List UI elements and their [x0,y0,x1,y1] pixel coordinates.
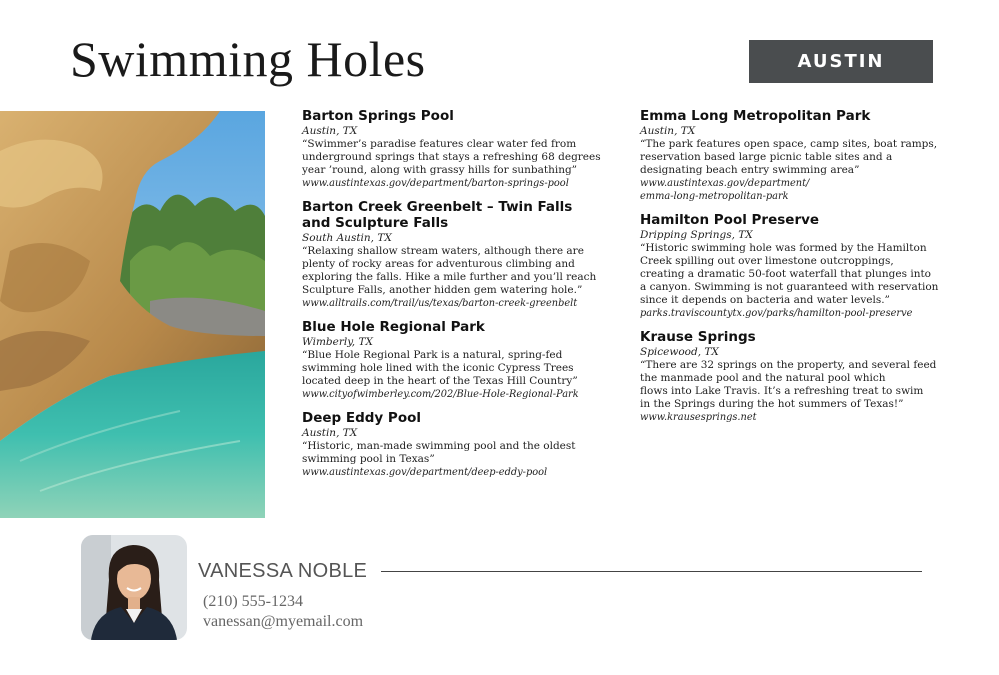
entry-location: Austin, TX [640,125,696,137]
entry-description: “Blue Hole Regional Park is a natural, spring-fed swimming hole lined with the iconic Cypress Trees located deep in the heart of the Texas Hill Country” [302,349,578,387]
page-title: Swimming Holes [70,31,426,87]
entry-url[interactable]: parks.traviscountytx.gov/parks/hamilton-pool-preserve [640,308,913,319]
entry-name: Deep Eddy Pool [302,410,422,426]
entry-description: “Relaxing shallow stream waters, although there are plenty of rocky areas for adventurous climbing and exploring the falls. Hike a mile further and you’ll reach Sculpture Falls, another hidden gem watering hole.” [302,245,597,296]
entry-location: Austin, TX [302,427,358,439]
swimming-hole-photo [0,111,265,518]
list-item [302,199,602,310]
left-column [302,108,602,488]
entry-name: Hamilton Pool Preserve [640,212,820,228]
list-item [302,108,602,190]
entry-location: Wimberly, TX [302,336,373,348]
agent-phone[interactable]: (210) 555-1234 [203,593,303,610]
entry-description: “The park features open space, camp sites, boat ramps, reservation based large picnic table sites and a designating beach entry swimming area” [640,138,938,176]
entry-location: Austin, TX [302,125,358,137]
list-item [302,319,602,401]
list-item [302,410,602,479]
entry-location: Spicewood, TX [640,346,719,358]
entry-location: South Austin, TX [302,232,392,244]
entry-name: Blue Hole Regional Park [302,319,485,335]
entry-name: Barton Creek Greenbelt – Twin Falls and Sculpture Falls [302,199,573,231]
entry-description: “Historic swimming hole was formed by the Hamilton Creek spilling out over limestone outcroppings, creating a dramatic 50-foot waterfall that plunges into a canyon. Swimming is not guaranteed with reservation since it depends on bacteria and water levels.” [640,242,939,306]
agent-name: VANESSA NOBLE [198,560,368,582]
entry-name: Emma Long Metropolitan Park [640,108,871,124]
city-badge: AUSTIN [749,40,933,83]
entry-location: Dripping Springs, TX [640,229,753,241]
entry-description: “Swimmer’s paradise features clear water fed from underground springs that stays a refreshing 68 degrees year ’round, along with grassy hills for sunbathing” [302,138,601,176]
right-column [640,108,940,433]
list-item [640,108,940,203]
entry-name: Barton Springs Pool [302,108,454,124]
divider [381,571,922,572]
list-item [640,212,940,320]
entry-url[interactable]: www.austintexas.gov/department/barton-springs-pool [302,178,569,189]
entry-url[interactable]: www.cityofwimberley.com/202/Blue-Hole-Regional-Park [302,389,579,400]
list-item [640,329,940,424]
agent-headshot [81,535,187,640]
entry-url[interactable]: www.krausesprings.net [640,412,757,423]
agent-email[interactable]: vanessan@myemail.com [203,613,364,630]
entry-description: “There are 32 springs on the property, and several feed the manmade pool and the natural pool which flows into Lake Travis. It’s a refreshing treat to swim in the Springs during the hot summers of Texas!” [640,359,937,410]
entry-url[interactable]: www.austintexas.gov/department/deep-eddy-pool [302,467,548,478]
entry-description: “Historic, man-made swimming pool and the oldest swimming pool in Texas” [302,440,576,465]
entry-url[interactable]: www.alltrails.com/trail/us/texas/barton-creek-greenbelt [302,298,578,309]
entry-url[interactable]: www.austintexas.gov/department/ emma-long-metropolitan-park [640,178,810,202]
entry-name: Krause Springs [640,329,756,345]
